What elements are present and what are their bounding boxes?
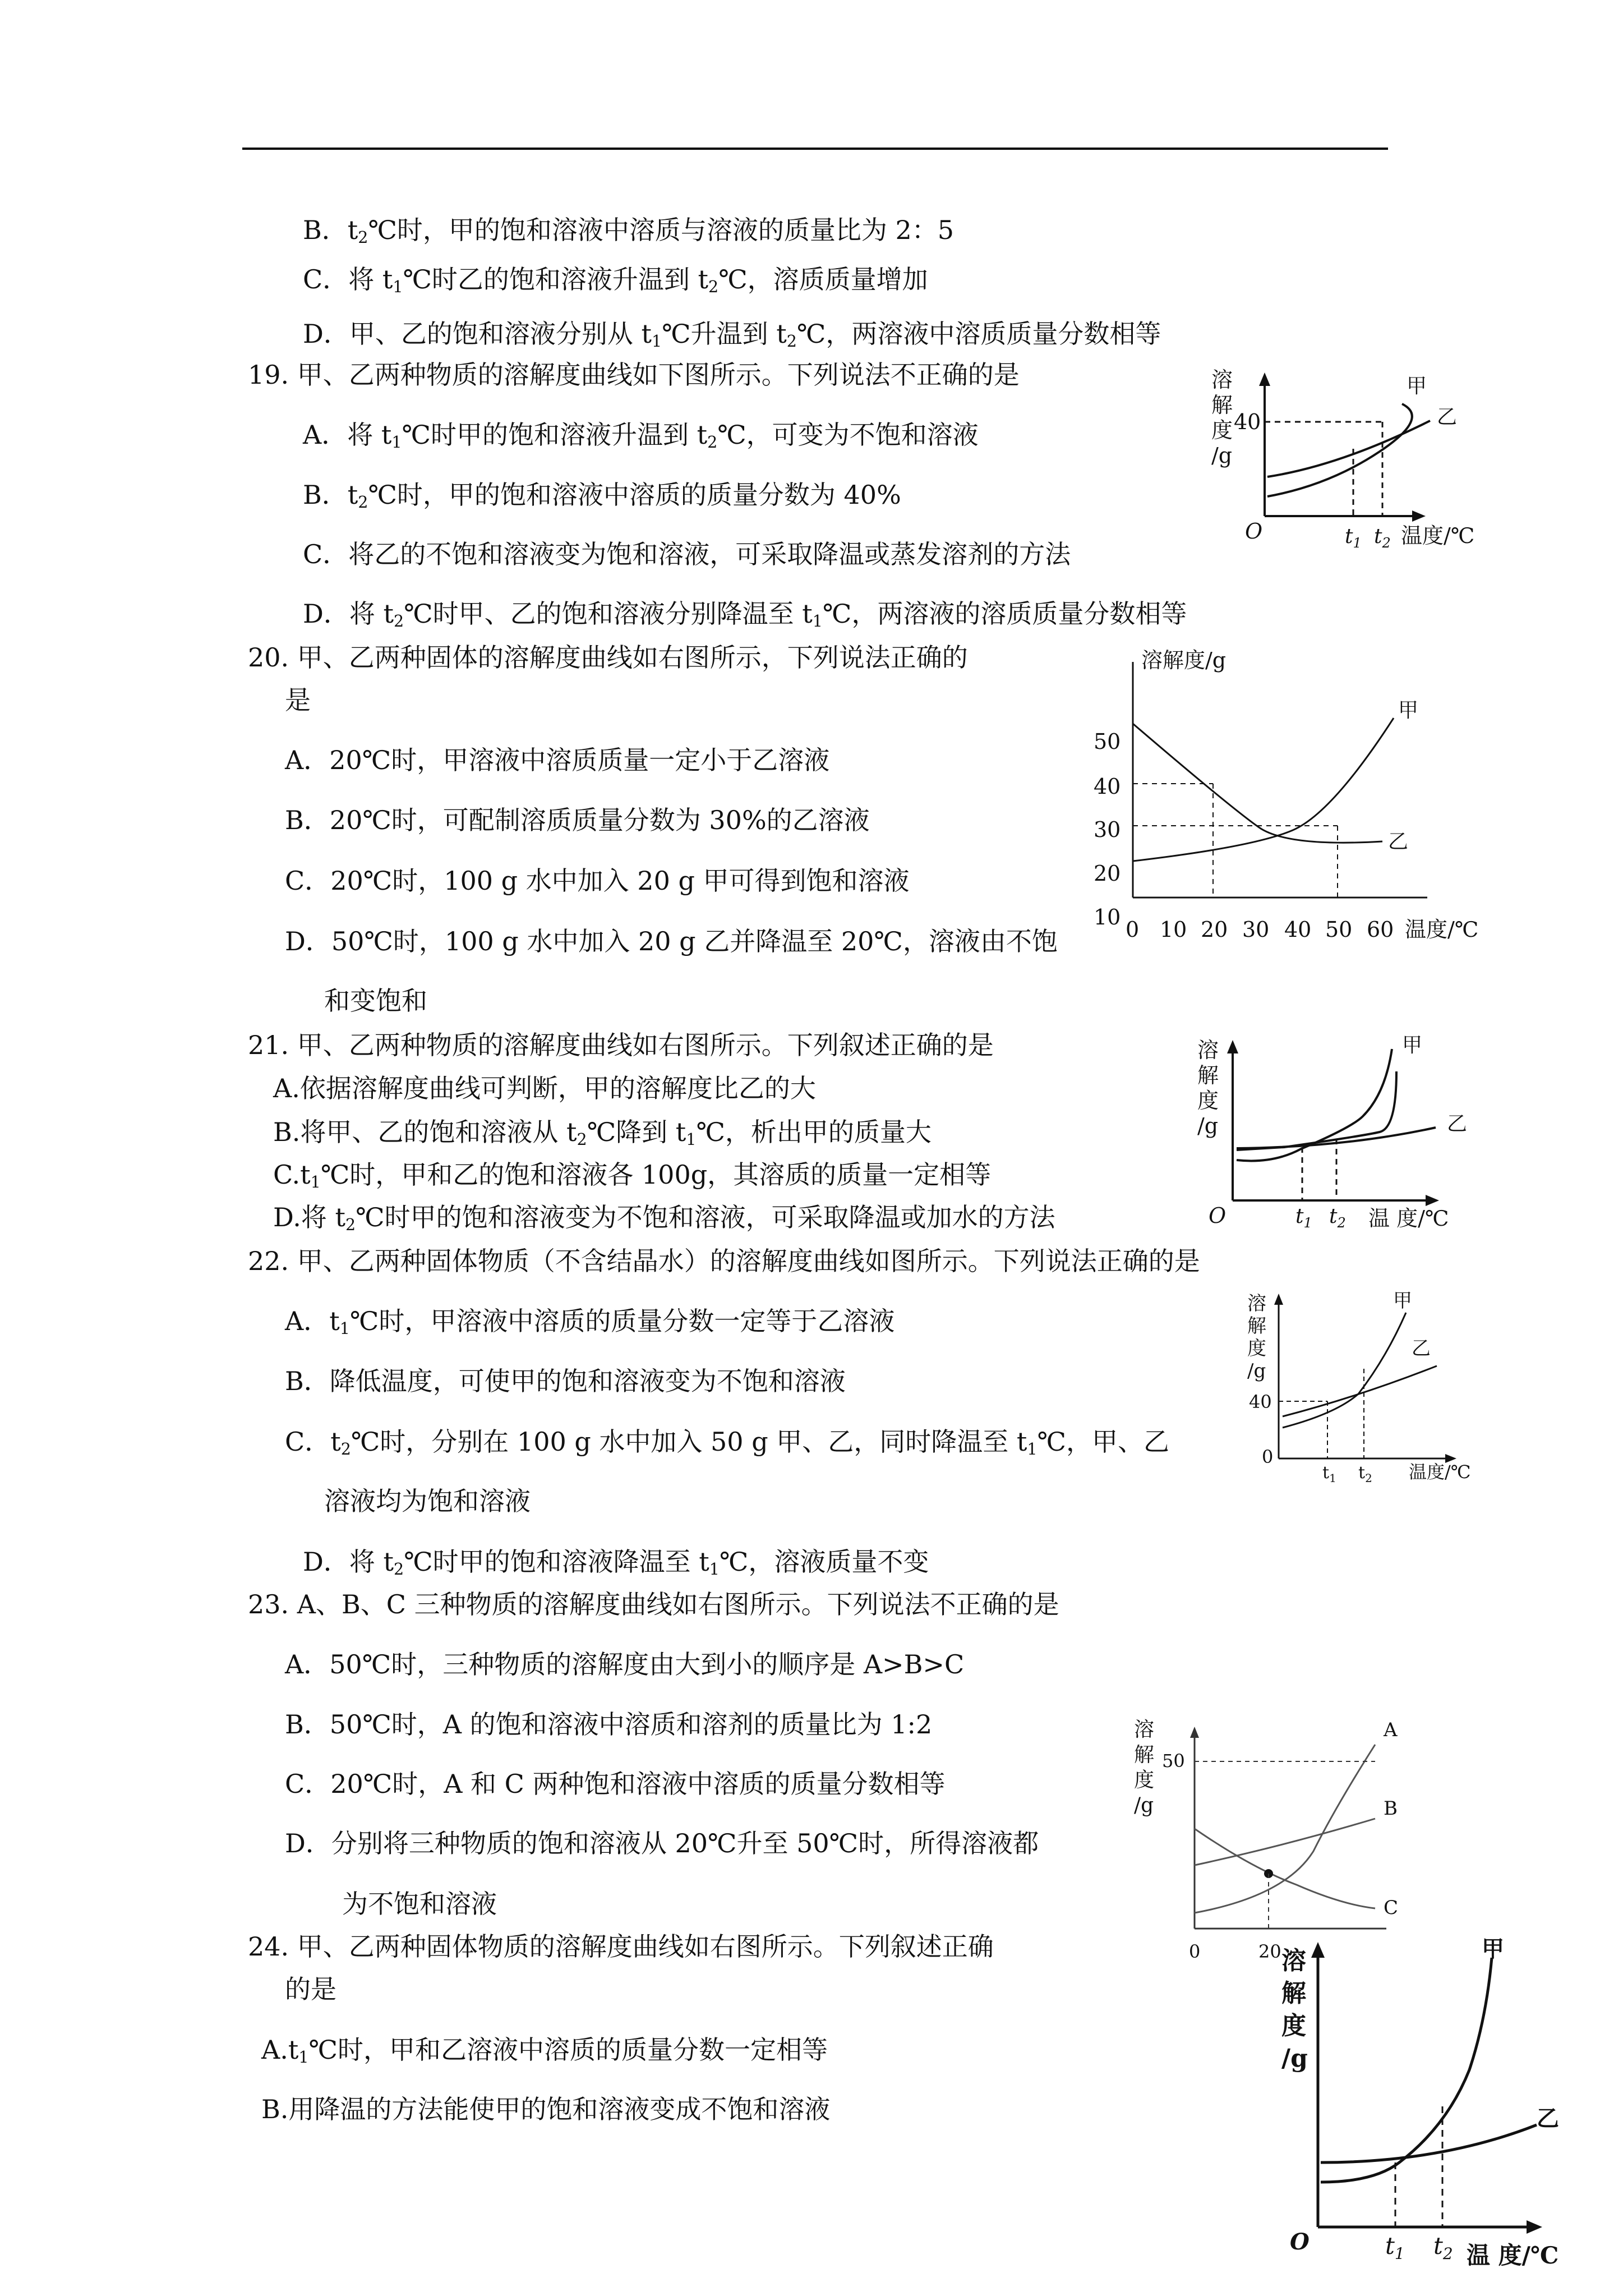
y-axis-arrow — [1274, 1294, 1283, 1305]
y-tick-50: 50 — [1094, 729, 1121, 754]
q24-solubility-graph — [1273, 1935, 1587, 2283]
x-tick-20: 20 — [1201, 917, 1228, 942]
y-label-4: /g — [1134, 1794, 1154, 1817]
q20-solubility-graph — [1091, 645, 1495, 948]
y-axis-arrow — [1227, 1040, 1238, 1053]
x-tick-20: 20 — [1258, 1941, 1281, 1962]
curve-yi — [1133, 724, 1382, 843]
curve-c — [1195, 1829, 1375, 1908]
x-label: 温度/℃ — [1409, 1461, 1471, 1483]
label-a: A — [1384, 1719, 1398, 1741]
t1-label: $t_1$ — [1295, 1205, 1312, 1231]
q20-option-d-cont: 和变饱和 — [324, 986, 427, 1016]
x-tick-40: 40 — [1284, 917, 1312, 942]
label-jia: 甲 — [1482, 1936, 1504, 1962]
y-label-3: 度 — [1281, 2012, 1306, 2040]
q18-option-b: B．$t_2℃$时，甲的饱和溶液中溶质与溶液的质量比为 2：5 — [303, 215, 955, 247]
q18-option-c: C．将 $t_1℃$时乙的饱和溶液升温到 $t_2℃$，溶质质量增加 — [303, 264, 928, 297]
y-label-1: 溶 — [1197, 1038, 1219, 1062]
label-jia: 甲 — [1407, 375, 1427, 398]
curve-jia — [1267, 404, 1412, 496]
curve-a — [1195, 1745, 1375, 1913]
t1-label: $t_1$ — [1345, 525, 1362, 551]
t2-label: $t_2$ — [1433, 2232, 1453, 2263]
y-label-2: 解 — [1134, 1743, 1155, 1766]
y-label-1: 溶 — [1281, 1947, 1306, 1975]
t2-label: $t_2$ — [1329, 1205, 1346, 1231]
y-label-2: 解 — [1247, 1315, 1266, 1337]
q21-option-b: B.将甲、乙的饱和溶液从 $t_2℃$降到 $t_1℃$，析出甲的质量大 — [273, 1117, 932, 1149]
q23-option-d-cont: 为不饱和溶液 — [342, 1889, 497, 1919]
label-jia: 甲 — [1393, 1290, 1412, 1312]
y-label-3: 度 — [1211, 418, 1233, 443]
y-axis-arrow — [1190, 1727, 1199, 1738]
y-label-3: 度 — [1197, 1088, 1219, 1113]
t1-label: $t_1$ — [1322, 1463, 1336, 1485]
y-tick-10: 10 — [1094, 905, 1121, 930]
x-label: 温度/℃ — [1401, 523, 1475, 548]
x-tick-10: 10 — [1160, 917, 1187, 942]
q24-stem-cont: 的是 — [285, 1974, 336, 2004]
q19-option-b: B．$t_2℃$时，甲的饱和溶液中溶质的质量分数为 40% — [303, 480, 901, 512]
x-axis-arrow — [1527, 2220, 1542, 2234]
x-tick-60: 60 — [1367, 917, 1394, 942]
q19-option-a: A．将 $t_1℃$时甲的饱和溶液升温到 $t_2℃$，可变为不饱和溶液 — [303, 420, 979, 452]
t1-label: $t_1$ — [1385, 2232, 1405, 2263]
q22-option-c: C．$t_2℃$时，分别在 100 g 水中加入 50 g 甲、乙，同时降温至 $t_1℃$，甲、乙 — [285, 1427, 1169, 1459]
label-jia: 甲 — [1402, 1034, 1423, 1057]
q24-option-b: B.用降温的方法能使甲的饱和溶液变成不饱和溶液 — [261, 2094, 831, 2124]
y-label-2: 解 — [1281, 1979, 1306, 2008]
q18-option-d: D．甲、乙的饱和溶液分别从 $t_1℃$升温到 $t_2℃$，两溶液中溶质质量分数相等 — [303, 319, 1161, 351]
y-label-1: 溶 — [1134, 1718, 1155, 1741]
y-label-3: 度 — [1247, 1337, 1266, 1360]
label-yi: 乙 — [1537, 2105, 1559, 2132]
y-axis-arrow — [1259, 372, 1270, 386]
q21-option-d: D.将 $t_2℃$时甲的饱和溶液变为不饱和溶液，可采取降温或加水的方法 — [273, 1202, 1055, 1235]
x-axis-label: 温度/℃ — [1405, 917, 1479, 942]
curve-jia — [1283, 1313, 1406, 1428]
q19-option-d: D．将 $t_2℃$时甲、乙的饱和溶液分别降温至 $t_1℃$，两溶液的溶质质量分数相等 — [303, 599, 1187, 631]
curve-jia — [1133, 718, 1394, 861]
q20-option-b: B．20℃时，可配制溶质质量分数为 30%的乙溶液 — [285, 805, 870, 835]
label-yi: 乙 — [1437, 406, 1458, 429]
y-tick-40: 40 — [1249, 1391, 1272, 1412]
y-label-2: 解 — [1211, 393, 1233, 417]
curve-b — [1195, 1819, 1375, 1865]
q22-solubility-graph — [1246, 1285, 1493, 1487]
y-label-3: 度 — [1134, 1769, 1155, 1792]
x-label: 温 度/℃ — [1368, 1206, 1449, 1231]
y-label-2: 解 — [1197, 1063, 1219, 1088]
q20-stem: 20. 甲、乙两种固体的溶解度曲线如右图所示，下列说法正确的 — [248, 642, 968, 673]
q24-stem: 24. 甲、乙两种固体物质的溶解度曲线如右图所示。下列叙述正确 — [248, 1931, 994, 1962]
label-yi: 乙 — [1388, 830, 1409, 853]
q23-option-a: A．50℃时，三种物质的溶解度由大到小的顺序是 A>B>C — [285, 1649, 965, 1680]
y-tick-20: 20 — [1094, 861, 1121, 886]
q19-solubility-graph — [1195, 365, 1497, 555]
y-axis-label: 溶解度/g — [1141, 648, 1227, 673]
t2-label: $t_2$ — [1358, 1463, 1372, 1485]
q22-option-b: B．降低温度，可使甲的饱和溶液变为不饱和溶液 — [285, 1366, 846, 1396]
y-tick-40: 40 — [1094, 774, 1121, 799]
x-tick-0: 0 — [1189, 1941, 1201, 1962]
x-axis-arrow — [1412, 510, 1426, 522]
q23-solubility-graph — [1128, 1711, 1420, 1963]
y-label-4: /g — [1211, 443, 1233, 468]
x-tick-50: 50 — [1325, 917, 1353, 942]
q20-stem-cont: 是 — [285, 685, 311, 715]
label-c: C — [1384, 1897, 1399, 1919]
x-tick-30: 30 — [1242, 917, 1270, 942]
q20-option-c: C．20℃时，100 g 水中加入 20 g 甲可得到饱和溶液 — [285, 866, 910, 896]
q19-option-c: C．将乙的不饱和溶液变为饱和溶液，可采取降温或蒸发溶剂的方法 — [303, 539, 1071, 569]
t2-label: $t_2$ — [1374, 525, 1391, 551]
label-yi: 乙 — [1412, 1337, 1431, 1360]
q22-stem: 22. 甲、乙两种固体物质（不含结晶水）的溶解度曲线如图所示。下列说法正确的是 — [248, 1246, 1200, 1276]
q21-stem: 21. 甲、乙两种物质的溶解度曲线如右图所示。下列叙述正确的是 — [248, 1030, 994, 1060]
q20-option-d: D．50℃时，100 g 水中加入 20 g 乙并降温至 20℃，溶液由不饱 — [285, 926, 1058, 956]
q23-option-b: B．50℃时，A 的饱和溶液中溶质和溶剂的质量比为 1:2 — [285, 1709, 933, 1740]
x-tick-0: 0 — [1126, 917, 1140, 942]
q22-option-c-cont: 溶液均为饱和溶液 — [324, 1486, 531, 1516]
q20-option-a: A．20℃时，甲溶液中溶质质量一定小于乙溶液 — [285, 745, 830, 775]
origin-label: O — [1290, 2229, 1310, 2255]
y-tick-40: 40 — [1234, 409, 1261, 434]
label-b: B — [1384, 1797, 1398, 1820]
curve-jia — [1321, 1958, 1492, 2182]
q22-option-a: A．$t_1℃$时，甲溶液中溶质的质量分数一定等于乙溶液 — [285, 1306, 895, 1338]
q24-option-a: $A.t_1℃$时，甲和乙溶液中溶质的质量分数一定相等 — [261, 2035, 828, 2067]
curve-yi — [1237, 1128, 1436, 1148]
q23-option-d: D．分别将三种物质的饱和溶液从 20℃升至 50℃时，所得溶液都 — [285, 1828, 1039, 1858]
q21-option-a: A.依据溶解度曲线可判断，甲的溶解度比乙的大 — [273, 1073, 816, 1103]
curve-yi — [1321, 2125, 1537, 2162]
y-label-4: /g — [1197, 1114, 1219, 1138]
label-jia: 甲 — [1398, 699, 1419, 722]
y-label-4: /g — [1281, 2044, 1308, 2073]
y-label-1: 溶 — [1211, 367, 1233, 392]
label-yi: 乙 — [1447, 1112, 1468, 1135]
y-tick-50: 50 — [1162, 1750, 1185, 1772]
q23-option-c: C．20℃时，A 和 C 两种饱和溶液中溶质的质量分数相等 — [285, 1769, 946, 1799]
q23-stem: 23. A、B、C 三种物质的溶解度曲线如右图所示。下列说法不正确的是 — [248, 1589, 1059, 1619]
y-label-1: 溶 — [1247, 1292, 1266, 1315]
q21-solubility-graph — [1195, 1032, 1497, 1234]
y-label-4: /g — [1247, 1360, 1266, 1382]
q21-option-c: $C.t_1℃$时，甲和乙的饱和溶液各 100g，其溶质的质量一定相等 — [273, 1159, 992, 1192]
q19-stem: 19. 甲、乙两种物质的溶解度曲线如下图所示。下列说法不正确的是 — [248, 360, 1020, 390]
x-label: 温 度/℃ — [1467, 2242, 1559, 2269]
x-axis-arrow — [1426, 1195, 1439, 1206]
origin-label: 0 — [1262, 1446, 1274, 1467]
y-tick-30: 30 — [1094, 817, 1121, 842]
origin-label: O — [1209, 1203, 1227, 1228]
q22-option-d: D．将 $t_2℃$时甲的饱和溶液降温至 $t_1℃$，溶液质量不变 — [303, 1547, 929, 1579]
y-axis-arrow — [1311, 1942, 1325, 1958]
origin-label: O — [1245, 519, 1263, 544]
header-rule — [242, 148, 1388, 150]
